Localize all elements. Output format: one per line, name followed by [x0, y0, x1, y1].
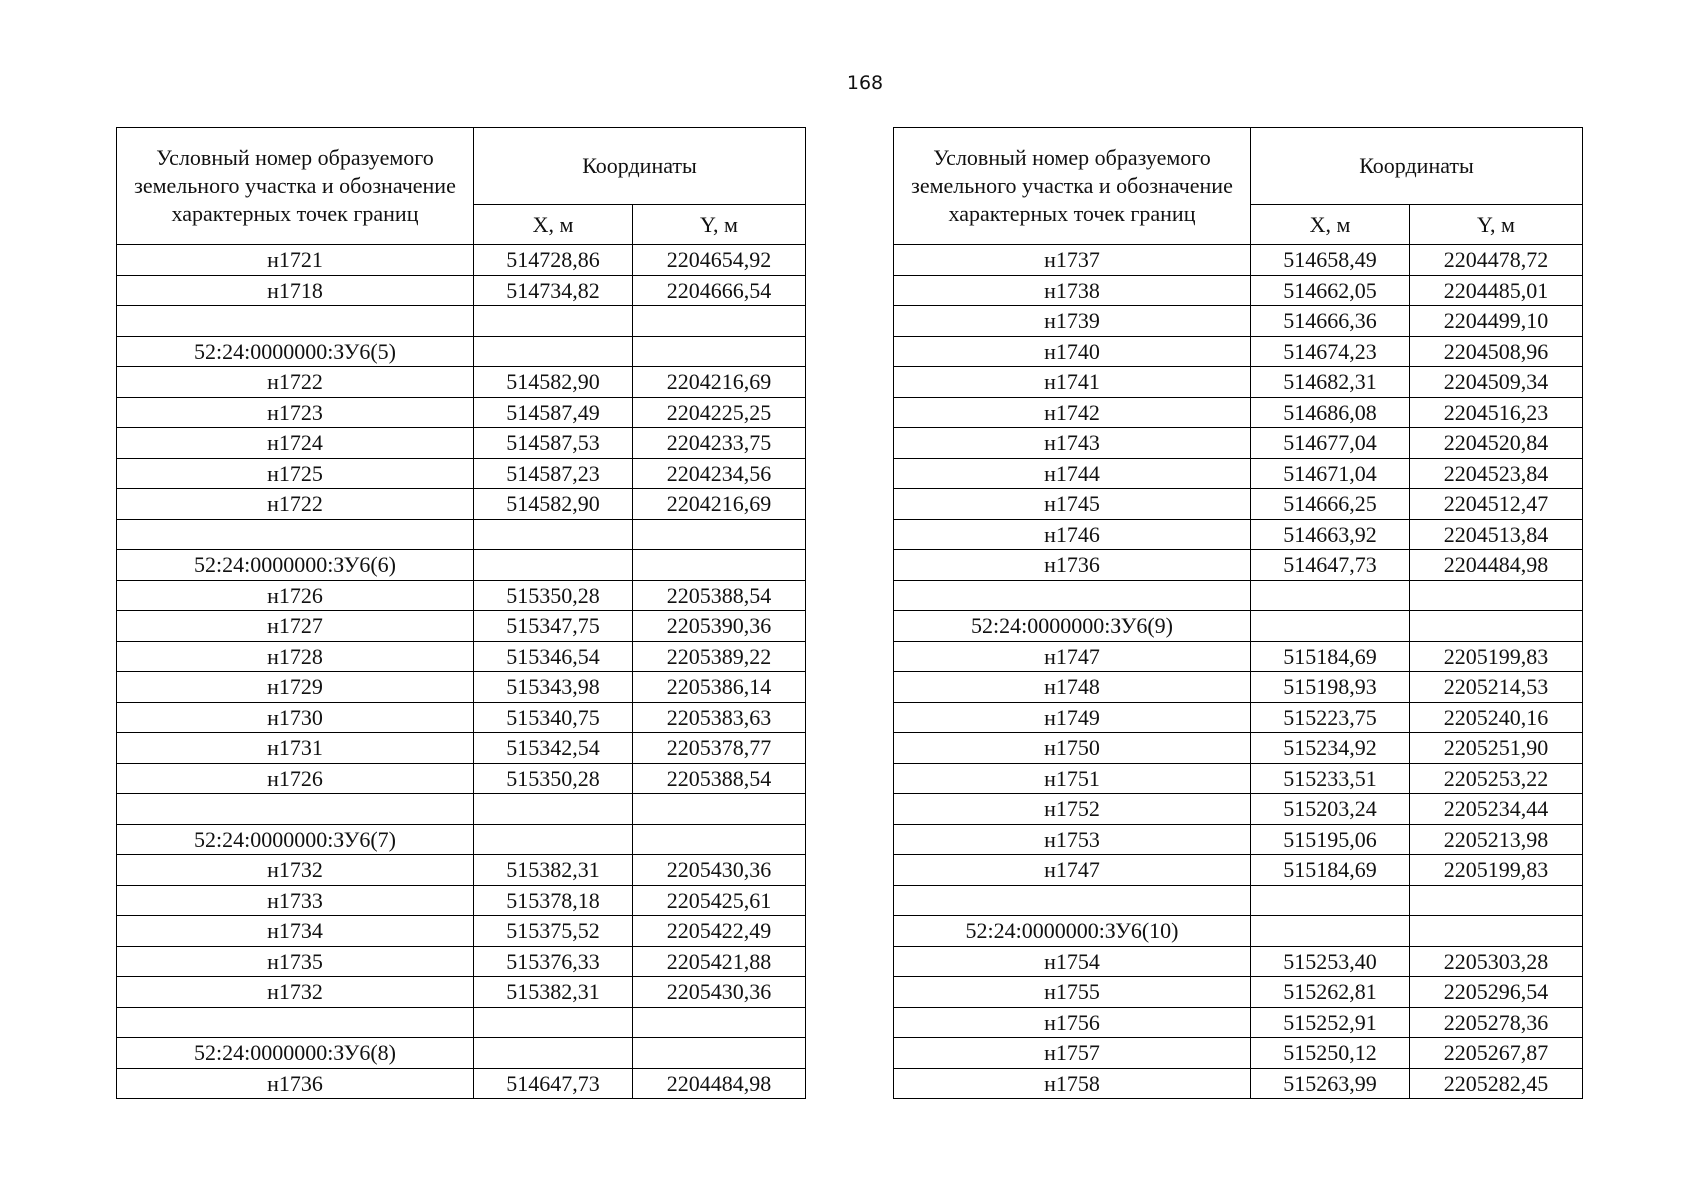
x-coordinate-cell: 515234,92: [1251, 733, 1410, 764]
y-coordinate-cell: 2205386,14: [633, 672, 806, 703]
x-coordinate-cell: 514587,53: [474, 428, 633, 459]
x-coordinate-cell: 514662,05: [1251, 275, 1410, 306]
x-coordinate-cell: 515340,75: [474, 702, 633, 733]
table-row: [117, 702, 806, 733]
table-row: [894, 794, 1583, 825]
x-coordinate-cell: 514671,04: [1251, 458, 1410, 489]
point-name-cell: н1741: [894, 367, 1251, 398]
point-name-cell: н1749: [894, 702, 1251, 733]
table-row: [894, 1068, 1583, 1099]
x-coordinate-cell: 514587,23: [474, 458, 633, 489]
blank-row: [894, 885, 1583, 916]
point-name-cell: н1753: [894, 824, 1251, 855]
point-name-cell: н1747: [894, 855, 1251, 886]
table-row: [894, 641, 1583, 672]
y-coordinate-cell: 2205296,54: [1410, 977, 1583, 1008]
point-name-cell: н1732: [117, 855, 474, 886]
y-coordinate-cell: 2204516,23: [1410, 397, 1583, 428]
y-coordinate-cell: 2204233,75: [633, 428, 806, 459]
point-name-cell: н1736: [117, 1068, 474, 1099]
x-coordinate-cell: 514647,73: [474, 1068, 633, 1099]
table-row: [894, 702, 1583, 733]
y-coordinate-cell: 2204216,69: [633, 367, 806, 398]
x-column-header: X, м: [474, 205, 633, 245]
x-coordinate-cell: 515342,54: [474, 733, 633, 764]
empty-cell: [474, 1007, 633, 1038]
table-row: [894, 397, 1583, 428]
x-coordinate-cell: 515347,75: [474, 611, 633, 642]
empty-cell: [633, 550, 806, 581]
table-row: [117, 672, 806, 703]
table-row: [894, 1038, 1583, 1069]
y-coordinate-cell: 2204234,56: [633, 458, 806, 489]
table-row: [894, 733, 1583, 764]
y-coordinate-cell: 2205199,83: [1410, 855, 1583, 886]
y-coordinate-cell: 2205213,98: [1410, 824, 1583, 855]
y-coordinate-cell: 2204499,10: [1410, 306, 1583, 337]
x-coordinate-cell: 515253,40: [1251, 946, 1410, 977]
empty-cell: [633, 306, 806, 337]
empty-cell: [474, 306, 633, 337]
table-row: [894, 763, 1583, 794]
point-name-cell: н1756: [894, 1007, 1251, 1038]
section-row: [894, 611, 1583, 642]
table-row: [117, 245, 806, 276]
x-coordinate-cell: 514582,90: [474, 367, 633, 398]
parcel-number: 52:24:0000000:ЗУ6(8): [117, 1038, 474, 1069]
point-name-cell: н1731: [117, 733, 474, 764]
blank-row: [894, 580, 1583, 611]
y-coordinate-cell: 2204666,54: [633, 275, 806, 306]
table-row: [894, 672, 1583, 703]
parcel-number: 52:24:0000000:ЗУ6(7): [117, 824, 474, 855]
table-row: [894, 1007, 1583, 1038]
x-coordinate-cell: 515376,33: [474, 946, 633, 977]
section-row: [117, 336, 806, 367]
table-row: [894, 245, 1583, 276]
empty-cell: [633, 1007, 806, 1038]
x-coordinate-cell: 514663,92: [1251, 519, 1410, 550]
table-row: [894, 458, 1583, 489]
table-body: [117, 245, 806, 1099]
y-coordinate-cell: 2205199,83: [1410, 641, 1583, 672]
y-coordinate-cell: 2205282,45: [1410, 1068, 1583, 1099]
coordinates-header: Координаты: [1251, 128, 1583, 205]
point-name-cell: н1723: [117, 397, 474, 428]
empty-cell: [117, 519, 474, 550]
empty-cell: [474, 1038, 633, 1069]
x-coordinate-cell: 515350,28: [474, 763, 633, 794]
point-name-cell: н1738: [894, 275, 1251, 306]
x-coordinate-cell: 515203,24: [1251, 794, 1410, 825]
point-name-cell: н1737: [894, 245, 1251, 276]
empty-cell: [633, 519, 806, 550]
empty-cell: [117, 794, 474, 825]
y-coordinate-cell: 2204523,84: [1410, 458, 1583, 489]
point-name-cell: н1734: [117, 916, 474, 947]
table-row: [894, 489, 1583, 520]
table-row: [117, 733, 806, 764]
table-row: [894, 275, 1583, 306]
empty-cell: [894, 885, 1251, 916]
table-row: [117, 946, 806, 977]
parcel-number: 52:24:0000000:ЗУ6(9): [894, 611, 1251, 642]
x-coordinate-cell: 515250,12: [1251, 1038, 1410, 1069]
section-row: [117, 1038, 806, 1069]
page-number: 168: [846, 72, 884, 94]
blank-row: [117, 519, 806, 550]
x-coordinate-cell: 515195,06: [1251, 824, 1410, 855]
x-coordinate-cell: 514647,73: [1251, 550, 1410, 581]
point-name-column-header: Условный номер образуемого земельного участка и обозначение характерных точек границ: [117, 128, 474, 245]
point-name-cell: н1755: [894, 977, 1251, 1008]
table-row: [117, 641, 806, 672]
table-row: [894, 336, 1583, 367]
y-coordinate-cell: 2205234,44: [1410, 794, 1583, 825]
parcel-number: 52:24:0000000:ЗУ6(10): [894, 916, 1251, 947]
x-coordinate-cell: 514686,08: [1251, 397, 1410, 428]
table-row: [117, 458, 806, 489]
y-coordinate-cell: 2204509,34: [1410, 367, 1583, 398]
point-name-cell: н1743: [894, 428, 1251, 459]
point-name-cell: н1752: [894, 794, 1251, 825]
x-coordinate-cell: 515233,51: [1251, 763, 1410, 794]
empty-cell: [1251, 611, 1410, 642]
point-name-column-header: Условный номер образуемого земельного участка и обозначение характерных точек границ: [894, 128, 1251, 245]
table-header: [894, 128, 1583, 245]
point-name-cell: н1740: [894, 336, 1251, 367]
coordinates-header: Координаты: [474, 128, 806, 205]
section-row: [117, 824, 806, 855]
empty-cell: [474, 519, 633, 550]
table-row: [117, 367, 806, 398]
x-coordinate-cell: 515382,31: [474, 977, 633, 1008]
empty-cell: [1251, 580, 1410, 611]
y-coordinate-cell: 2204484,98: [633, 1068, 806, 1099]
x-column-header: X, м: [1251, 205, 1410, 245]
x-coordinate-cell: 515382,31: [474, 855, 633, 886]
parcel-number: 52:24:0000000:ЗУ6(6): [117, 550, 474, 581]
empty-cell: [1251, 885, 1410, 916]
y-coordinate-cell: 2205388,54: [633, 580, 806, 611]
y-coordinate-cell: 2205383,63: [633, 702, 806, 733]
table-row: [894, 519, 1583, 550]
point-name-cell: н1724: [117, 428, 474, 459]
y-column-header: Y, м: [633, 205, 806, 245]
point-name-cell: н1735: [117, 946, 474, 977]
x-coordinate-cell: 514587,49: [474, 397, 633, 428]
table-header: [117, 128, 806, 245]
section-row: [894, 916, 1583, 947]
table-row: [894, 977, 1583, 1008]
point-name-cell: н1757: [894, 1038, 1251, 1069]
y-coordinate-cell: 2204520,84: [1410, 428, 1583, 459]
coordinates-table-right: [893, 127, 1583, 1099]
empty-cell: [1251, 916, 1410, 947]
empty-cell: [1410, 611, 1583, 642]
table-row: [117, 916, 806, 947]
coordinates-table-left: [116, 127, 806, 1099]
point-name-cell: н1751: [894, 763, 1251, 794]
y-coordinate-cell: 2205389,22: [633, 641, 806, 672]
y-coordinate-cell: 2205430,36: [633, 977, 806, 1008]
table-row: [894, 367, 1583, 398]
x-coordinate-cell: 515184,69: [1251, 641, 1410, 672]
point-name-cell: н1729: [117, 672, 474, 703]
y-coordinate-cell: 2205214,53: [1410, 672, 1583, 703]
point-name-cell: н1754: [894, 946, 1251, 977]
x-coordinate-cell: 514666,25: [1251, 489, 1410, 520]
section-row: [117, 550, 806, 581]
empty-cell: [1410, 916, 1583, 947]
point-name-cell: н1722: [117, 489, 474, 520]
point-name-cell: н1745: [894, 489, 1251, 520]
point-name-cell: н1750: [894, 733, 1251, 764]
x-coordinate-cell: 514682,31: [1251, 367, 1410, 398]
x-coordinate-cell: 515375,52: [474, 916, 633, 947]
x-coordinate-cell: 514728,86: [474, 245, 633, 276]
y-coordinate-cell: 2204512,47: [1410, 489, 1583, 520]
y-coordinate-cell: 2204484,98: [1410, 550, 1583, 581]
point-name-cell: н1744: [894, 458, 1251, 489]
empty-cell: [894, 580, 1251, 611]
point-name-cell: н1718: [117, 275, 474, 306]
point-name-cell: н1758: [894, 1068, 1251, 1099]
table-row: [894, 946, 1583, 977]
x-coordinate-cell: 515198,93: [1251, 672, 1410, 703]
x-coordinate-cell: 514658,49: [1251, 245, 1410, 276]
blank-row: [117, 306, 806, 337]
empty-cell: [474, 550, 633, 581]
blank-row: [117, 1007, 806, 1038]
table-row: [117, 885, 806, 916]
y-coordinate-cell: 2205378,77: [633, 733, 806, 764]
x-coordinate-cell: 514582,90: [474, 489, 633, 520]
table-row: [117, 428, 806, 459]
point-name-cell: н1732: [117, 977, 474, 1008]
y-coordinate-cell: 2204654,92: [633, 245, 806, 276]
x-coordinate-cell: 514677,04: [1251, 428, 1410, 459]
table-row: [117, 580, 806, 611]
y-coordinate-cell: 2205278,36: [1410, 1007, 1583, 1038]
table-row: [117, 763, 806, 794]
y-coordinate-cell: 2204508,96: [1410, 336, 1583, 367]
y-coordinate-cell: 2204485,01: [1410, 275, 1583, 306]
x-coordinate-cell: 514674,23: [1251, 336, 1410, 367]
x-coordinate-cell: 515350,28: [474, 580, 633, 611]
table-row: [117, 1068, 806, 1099]
table-row: [117, 489, 806, 520]
y-coordinate-cell: 2204216,69: [633, 489, 806, 520]
x-coordinate-cell: 515184,69: [1251, 855, 1410, 886]
y-coordinate-cell: 2204478,72: [1410, 245, 1583, 276]
table-row: [894, 428, 1583, 459]
empty-cell: [117, 1007, 474, 1038]
empty-cell: [117, 306, 474, 337]
empty-cell: [633, 794, 806, 825]
point-name-cell: н1728: [117, 641, 474, 672]
y-coordinate-cell: 2204513,84: [1410, 519, 1583, 550]
x-coordinate-cell: 514666,36: [1251, 306, 1410, 337]
x-coordinate-cell: 514734,82: [474, 275, 633, 306]
point-name-cell: н1721: [117, 245, 474, 276]
y-coordinate-cell: 2204225,25: [633, 397, 806, 428]
empty-cell: [633, 1038, 806, 1069]
y-coordinate-cell: 2205253,22: [1410, 763, 1583, 794]
point-name-cell: н1726: [117, 580, 474, 611]
point-name-cell: н1747: [894, 641, 1251, 672]
x-coordinate-cell: 515346,54: [474, 641, 633, 672]
y-coordinate-cell: 2205303,28: [1410, 946, 1583, 977]
empty-cell: [1410, 885, 1583, 916]
y-coordinate-cell: 2205240,16: [1410, 702, 1583, 733]
point-name-cell: н1730: [117, 702, 474, 733]
point-name-cell: н1727: [117, 611, 474, 642]
x-coordinate-cell: 515262,81: [1251, 977, 1410, 1008]
point-name-cell: н1739: [894, 306, 1251, 337]
table-row: [894, 550, 1583, 581]
point-name-cell: н1742: [894, 397, 1251, 428]
table-row: [117, 611, 806, 642]
x-coordinate-cell: 515378,18: [474, 885, 633, 916]
point-name-cell: н1748: [894, 672, 1251, 703]
x-coordinate-cell: 515252,91: [1251, 1007, 1410, 1038]
y-coordinate-cell: 2205422,49: [633, 916, 806, 947]
point-name-cell: н1722: [117, 367, 474, 398]
empty-cell: [633, 824, 806, 855]
point-name-cell: н1733: [117, 885, 474, 916]
table-row: [117, 275, 806, 306]
x-coordinate-cell: 515263,99: [1251, 1068, 1410, 1099]
empty-cell: [633, 336, 806, 367]
y-coordinate-cell: 2205251,90: [1410, 733, 1583, 764]
point-name-cell: н1736: [894, 550, 1251, 581]
empty-cell: [474, 336, 633, 367]
y-column-header: Y, м: [1410, 205, 1583, 245]
x-coordinate-cell: 515343,98: [474, 672, 633, 703]
table-row: [894, 306, 1583, 337]
y-coordinate-cell: 2205430,36: [633, 855, 806, 886]
table-row: [117, 855, 806, 886]
point-name-cell: н1746: [894, 519, 1251, 550]
empty-cell: [1410, 580, 1583, 611]
point-name-cell: н1725: [117, 458, 474, 489]
y-coordinate-cell: 2205425,61: [633, 885, 806, 916]
y-coordinate-cell: 2205388,54: [633, 763, 806, 794]
table-row: [117, 977, 806, 1008]
point-name-cell: н1726: [117, 763, 474, 794]
y-coordinate-cell: 2205390,36: [633, 611, 806, 642]
blank-row: [117, 794, 806, 825]
x-coordinate-cell: 515223,75: [1251, 702, 1410, 733]
table-row: [894, 855, 1583, 886]
table-row: [894, 824, 1583, 855]
table-body: [894, 245, 1583, 1099]
y-coordinate-cell: 2205267,87: [1410, 1038, 1583, 1069]
y-coordinate-cell: 2205421,88: [633, 946, 806, 977]
parcel-number: 52:24:0000000:ЗУ6(5): [117, 336, 474, 367]
empty-cell: [474, 824, 633, 855]
table-row: [117, 397, 806, 428]
empty-cell: [474, 794, 633, 825]
